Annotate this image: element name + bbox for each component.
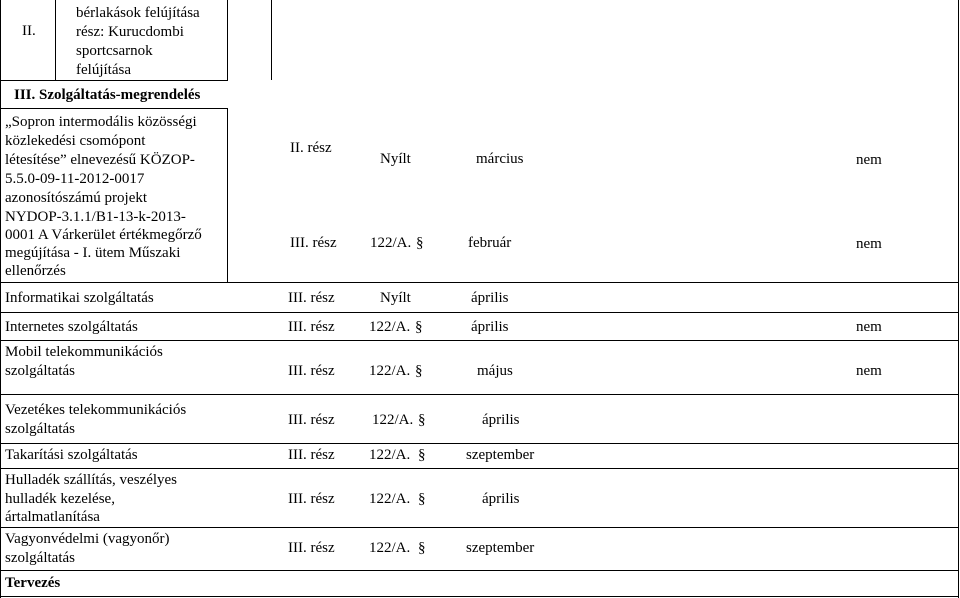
month-cell: április	[482, 491, 520, 507]
month-cell: április	[482, 412, 520, 428]
procedure-cell: 122/A.	[370, 235, 412, 251]
row-name-line: rész: Kurucdombi	[76, 24, 184, 40]
flag-cell: nem	[856, 363, 882, 379]
row-name-line: létesítése” elnevezésű KÖZOP-	[5, 152, 195, 168]
procedure-cell: 122/A.	[369, 491, 411, 507]
column-divider	[55, 0, 56, 80]
column-divider	[227, 108, 228, 282]
section-heading: III. Szolgáltatás-megrendelés	[14, 87, 201, 103]
procedure-cell: Nyílt	[380, 290, 411, 306]
row-name-line: 5.5.0-09-11-2012-0017	[5, 171, 145, 187]
table-border-left	[0, 0, 1, 598]
section-symbol: §	[418, 491, 426, 507]
procedure-cell: 122/A.	[369, 540, 411, 556]
row-divider	[0, 282, 959, 283]
part-cell: III. rész	[288, 491, 335, 507]
row-name-line: szolgáltatás	[5, 550, 75, 566]
section-symbol: §	[416, 235, 424, 251]
month-cell: március	[476, 151, 524, 167]
row-name-line: NYDOP-3.1.1/B1-13-k-2013-	[5, 209, 186, 225]
month-cell: április	[471, 290, 509, 306]
procedure-cell: 122/A.	[369, 363, 411, 379]
column-divider	[227, 0, 228, 80]
row-divider	[0, 443, 959, 444]
row-name: Takarítási szolgáltatás	[5, 447, 138, 463]
row-name-line: Hulladék szállítás, veszélyes	[5, 472, 178, 488]
row-name-line: azonosítószámú projekt	[5, 190, 148, 206]
row-name: Informatikai szolgáltatás	[5, 290, 154, 306]
month-cell: február	[468, 235, 512, 251]
row-name-line: közlekedési csomópont	[5, 133, 146, 149]
section-symbol: §	[418, 412, 426, 428]
table-border-right	[958, 0, 959, 598]
part-cell: II. rész	[290, 140, 332, 156]
row-divider	[0, 340, 959, 341]
row-name-line: bérlakások felújítása	[76, 5, 200, 21]
part-cell: III. rész	[288, 319, 335, 335]
month-cell: május	[477, 363, 513, 379]
section-heading: Tervezés	[5, 575, 61, 591]
part-cell: III. rész	[288, 412, 335, 428]
row-name-line: Vagyonvédelmi (vagyonőr)	[5, 531, 170, 547]
table-border-bottom	[0, 596, 959, 597]
row-name-line: ártalmatlanítása	[5, 509, 100, 525]
section-symbol: §	[415, 319, 423, 335]
row-name: Internetes szolgáltatás	[5, 319, 138, 335]
flag-cell: nem	[856, 152, 882, 168]
row-name-line: szolgáltatás	[5, 363, 75, 379]
row-divider	[0, 108, 228, 109]
row-name-line: szolgáltatás	[5, 421, 75, 437]
section-symbol: §	[418, 540, 426, 556]
row-name-line: „Sopron intermodális közösségi	[5, 114, 197, 130]
row-divider	[0, 570, 959, 571]
part-cell: III. rész	[288, 447, 335, 463]
row-number: II.	[22, 23, 36, 39]
row-name-line: 0001 A Várkerület értékmegőrző	[5, 227, 202, 243]
part-cell: III. rész	[290, 235, 337, 251]
row-divider	[0, 80, 228, 81]
row-name-line: felújítása	[76, 62, 131, 78]
flag-cell: nem	[856, 236, 882, 252]
section-symbol: §	[415, 363, 423, 379]
row-divider	[0, 527, 959, 528]
column-divider	[271, 0, 272, 80]
row-divider	[0, 468, 959, 469]
part-cell: III. rész	[288, 540, 335, 556]
month-cell: április	[471, 319, 509, 335]
row-name-line: megújítása - I. ütem Műszaki	[5, 245, 181, 261]
row-name-line: Mobil telekommunikációs	[5, 344, 163, 360]
section-symbol: §	[418, 447, 426, 463]
month-cell: szeptember	[466, 447, 535, 463]
procedure-cell: 122/A.	[372, 412, 414, 428]
flag-cell: nem	[856, 319, 882, 335]
part-cell: III. rész	[288, 363, 335, 379]
row-name-line: ellenőrzés	[5, 263, 66, 279]
row-divider	[0, 394, 959, 395]
row-name-line: hulladék kezelése,	[5, 491, 115, 507]
row-name-line: Vezetékes telekommunikációs	[5, 402, 187, 418]
row-divider	[0, 312, 959, 313]
procedure-cell: Nyílt	[380, 151, 411, 167]
procedure-cell: 122/A.	[369, 319, 411, 335]
part-cell: III. rész	[288, 290, 335, 306]
procedure-cell: 122/A.	[369, 447, 411, 463]
month-cell: szeptember	[466, 540, 535, 556]
row-name-line: sportcsarnok	[76, 43, 153, 59]
